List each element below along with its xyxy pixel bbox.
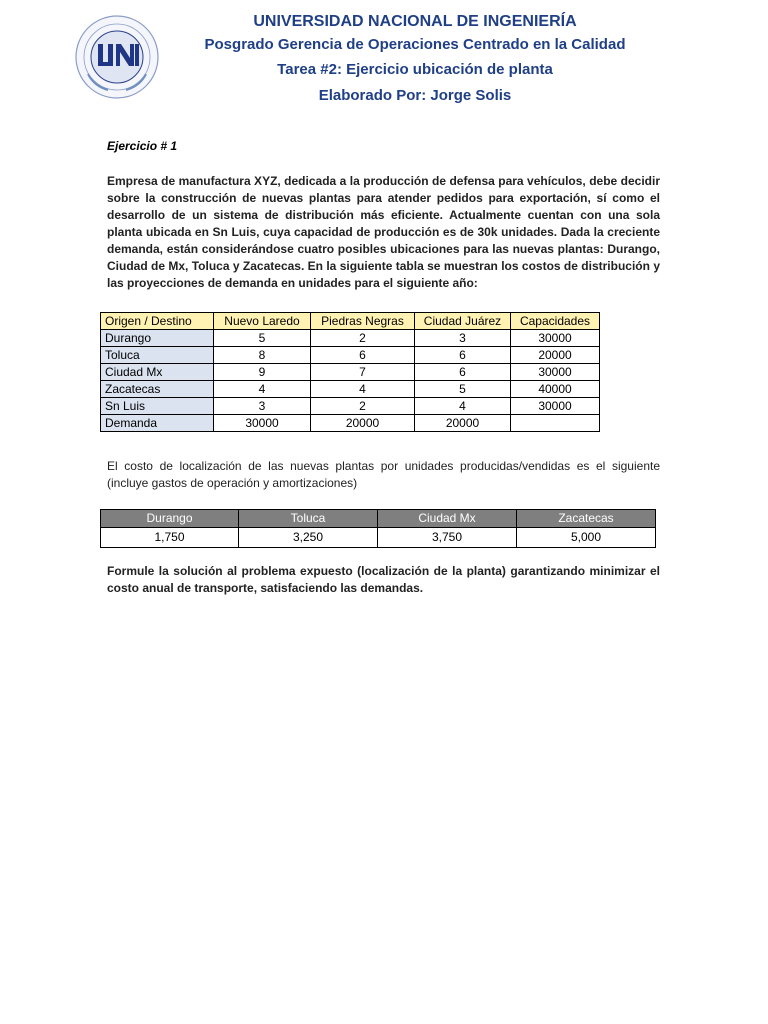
table-cell: 8 xyxy=(214,347,311,364)
row-header-cell: Durango xyxy=(101,330,214,347)
header-cell: Ciudad Juárez xyxy=(415,313,511,330)
row-header-cell: Toluca xyxy=(101,347,214,364)
location-cost-table xyxy=(100,509,656,548)
assignment-title: Tarea #2: Ejercicio ubicación de planta xyxy=(277,61,553,78)
table-cell: 6 xyxy=(311,347,415,364)
table-cell: 4 xyxy=(214,381,311,398)
header-cell: Origen / Destino xyxy=(101,313,214,330)
table-cell: 30000 xyxy=(511,364,600,381)
header-cell: Ciudad Mx xyxy=(378,510,517,528)
university-name: UNIVERSIDAD NACIONAL DE INGENIERÍA xyxy=(253,13,577,30)
table-cell: 6 xyxy=(415,364,511,381)
header-cell: Piedras Negras xyxy=(311,313,415,330)
exercise-title: Ejercicio # 1 xyxy=(107,139,178,153)
cost-intro-text: El costo de localización de las nuevas plantas por unidades producidas/vendidas es el siguiente (incluye gastos de operación y amortizaciones) xyxy=(107,459,660,490)
table-row xyxy=(101,381,600,398)
document-header xyxy=(165,10,665,109)
header-cell: Durango xyxy=(101,510,239,528)
table-cell: 6 xyxy=(415,347,511,364)
cost-header-row xyxy=(101,510,656,528)
table-cell: 2 xyxy=(311,330,415,347)
table-cell: 20000 xyxy=(415,415,511,432)
university-seal-logo xyxy=(74,14,160,100)
table-row-demand xyxy=(101,415,600,432)
table-cell: 9 xyxy=(214,364,311,381)
row-header-cell: Ciudad Mx xyxy=(101,364,214,381)
table-cell: 30000 xyxy=(511,398,600,415)
table-row xyxy=(101,528,656,548)
table-cell: 3,250 xyxy=(239,528,378,548)
table-cell: 5,000 xyxy=(517,528,656,548)
table-cell: 20000 xyxy=(311,415,415,432)
row-header-cell: Sn Luis xyxy=(101,398,214,415)
table-cell: 2 xyxy=(311,398,415,415)
table-row xyxy=(101,398,600,415)
table-cell: 3 xyxy=(214,398,311,415)
exercise-body xyxy=(107,138,660,292)
table-cell: 30000 xyxy=(214,415,311,432)
table-cell xyxy=(511,415,600,432)
header-cell: Zacatecas xyxy=(517,510,656,528)
table-cell: 4 xyxy=(415,398,511,415)
table-cell: 5 xyxy=(214,330,311,347)
table-row xyxy=(101,364,600,381)
table-cell: 1,750 xyxy=(101,528,239,548)
table-row xyxy=(101,330,600,347)
exercise-intro: Empresa de manufactura XYZ, dedicada a la producción de defensa para vehículos, debe decidir sobre la construcción de nuevas plantas para atender pedidos para exportación, sí como el desarrollo de un sistema de distribución más eficiente. Actualmente cuentan con una sola planta ubicada en Sn Luis, cuya capacidad de producción es de 30k unidades. Dada la creciente demanda, están considerándose cuatro posibles ubicaciones para las nuevas plantas: Durango, Ciudad de Mx, Toluca y Zacatecas. En la siguiente tabla se muestran los costos de distribución y las proyecciones de demanda en unidades para el siguiente año: xyxy=(107,174,660,290)
table-header-row xyxy=(101,313,600,330)
distribution-cost-table xyxy=(100,312,600,432)
header-cell: Nuevo Laredo xyxy=(214,313,311,330)
table-cell: 7 xyxy=(311,364,415,381)
table-row xyxy=(101,347,600,364)
table-cell: 3,750 xyxy=(378,528,517,548)
header-cell: Capacidades xyxy=(511,313,600,330)
row-header-cell: Zacatecas xyxy=(101,381,214,398)
table-cell: 40000 xyxy=(511,381,600,398)
table-cell: 5 xyxy=(415,381,511,398)
closing-instruction: Formule la solución al problema expuesto (localización de la planta) garantizando minimizar el costo anual de transporte, satisfaciendo las demandas. xyxy=(107,564,660,595)
program-name: Posgrado Gerencia de Operaciones Centrado en la Calidad xyxy=(204,36,626,53)
table-cell: 4 xyxy=(311,381,415,398)
header-cell: Toluca xyxy=(239,510,378,528)
table-cell: 20000 xyxy=(511,347,600,364)
row-header-cell: Demanda xyxy=(101,415,214,432)
author-line: Elaborado Por: Jorge Solis xyxy=(318,87,512,104)
table-cell: 30000 xyxy=(511,330,600,347)
table-cell: 3 xyxy=(415,330,511,347)
